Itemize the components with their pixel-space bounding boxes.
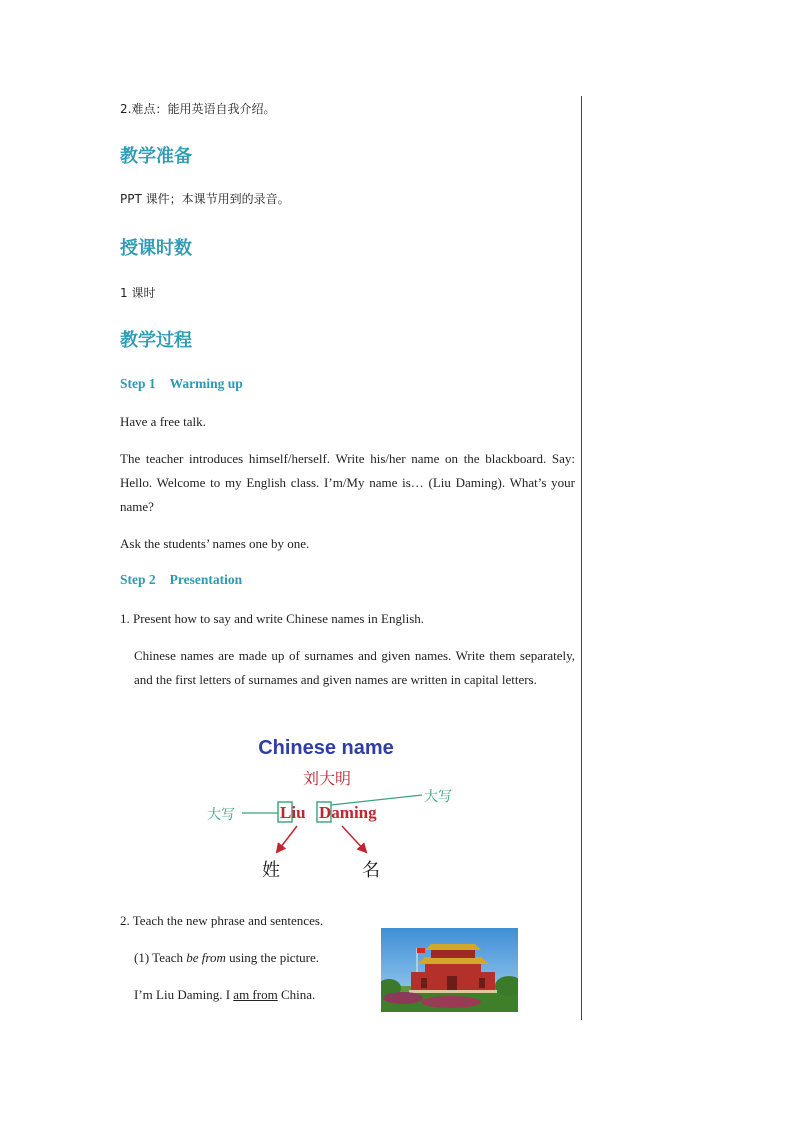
example-post: China. xyxy=(277,987,316,1002)
step2-heading xyxy=(120,572,242,588)
surname-label: 姓 xyxy=(262,860,280,881)
sub1-phrase: be from xyxy=(186,950,226,965)
prep-heading: 教学准备 xyxy=(120,146,192,167)
step2-item2: 2. Teach the new phrase and sentences. xyxy=(120,913,324,928)
capital-note-right: 大写 xyxy=(424,789,452,805)
given-first-letter: D xyxy=(319,803,332,822)
tiananmen-photo xyxy=(381,928,518,1012)
step1-line1: Have a free talk. xyxy=(120,414,206,429)
given-arrow xyxy=(342,826,366,852)
surname-rest: iu xyxy=(291,803,306,822)
surname-first-letter: L xyxy=(280,803,292,822)
example-sentence xyxy=(134,983,315,1007)
chinese-name-diagram xyxy=(190,728,480,888)
step2-item1-paragraph: Chinese names are made up of surnames and given names. Write them separately, and the first letters of surnames and given names are written in capital letters. xyxy=(134,648,575,687)
given-name-label: 名 xyxy=(362,860,380,881)
sub1-text-pre: (1) Teach xyxy=(134,950,187,965)
diagram-title: Chinese name xyxy=(258,737,394,759)
example-pre: I’m Liu Daming. I xyxy=(134,987,234,1002)
pinyin-name xyxy=(280,803,377,822)
step2-title: Presentation xyxy=(169,572,243,587)
hours-text: 1 课时 xyxy=(120,286,156,300)
step1-paragraph: The teacher introduces himself/herself. Write his/her name on the blackboard. Say: Hello. Welcome to my English class. I’m/My name is… (Liu Daming). What’s your name? xyxy=(120,451,575,514)
step2-item1: 1. Present how to say and write Chinese names in English. xyxy=(120,611,425,626)
step1-title: Warming up xyxy=(169,376,243,391)
hours-heading: 授课时数 xyxy=(120,238,192,259)
surname-arrow xyxy=(277,826,297,852)
given-rest: aming xyxy=(331,803,377,822)
process-heading: 教学过程 xyxy=(120,330,192,351)
right-margin-rule xyxy=(581,96,582,1020)
step1-label: Step 1 xyxy=(120,376,156,391)
diagram-chinese-name: 刘大明 xyxy=(302,769,352,788)
step1-line3: Ask the students’ names one by one. xyxy=(120,536,310,551)
capital-note-left: 大写 xyxy=(207,807,235,823)
difficulty-line: 2.难点：能用英语自我介绍。 xyxy=(120,102,276,116)
step2-label: Step 2 xyxy=(120,572,156,587)
example-underlined: am from xyxy=(233,987,278,1002)
step1-heading xyxy=(120,376,243,392)
sub1-text-post: using the picture. xyxy=(225,950,320,965)
prep-text: PPT 课件；本课节用到的录音。 xyxy=(120,192,290,206)
step2-sub1 xyxy=(134,946,319,970)
